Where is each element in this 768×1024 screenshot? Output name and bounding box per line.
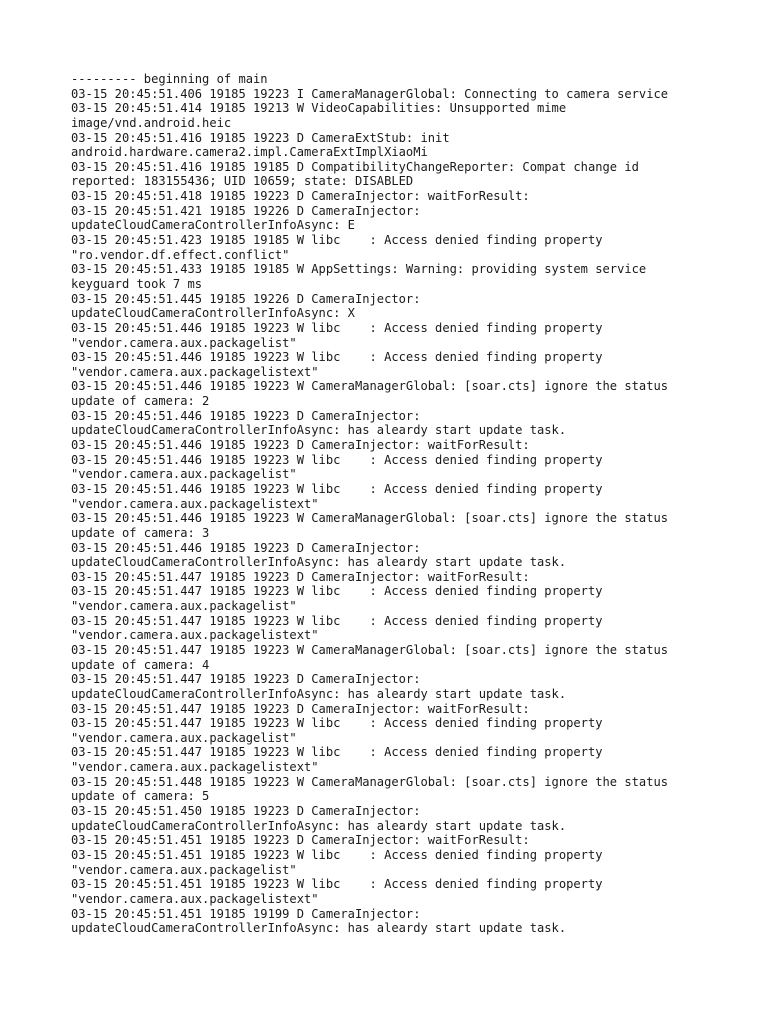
log-line: updateCloudCameraControllerInfoAsync: has aleardy start update task. <box>71 686 567 701</box>
log-line: 03-15 20:45:51.451 19185 19199 D CameraInjector: <box>71 906 421 921</box>
log-line: "vendor.camera.aux.packagelist" <box>71 730 297 745</box>
log-line: 03-15 20:45:51.447 19185 19223 W CameraManagerGlobal: [soar.cts] ignore the status <box>71 642 669 657</box>
log-line: "vendor.camera.aux.packagelistext" <box>71 760 319 775</box>
log-line: 03-15 20:45:51.446 19185 19223 D CameraInjector: <box>71 540 421 555</box>
log-line: "vendor.camera.aux.packagelistext" <box>71 496 319 511</box>
log-line: 03-15 20:45:51.446 19185 19223 W libc : Access denied finding property <box>71 350 603 365</box>
log-line: update of camera: 5 <box>71 789 210 804</box>
log-line: 03-15 20:45:51.433 19185 19185 W AppSettings: Warning: providing system service <box>71 262 647 277</box>
log-line: 03-15 20:45:51.447 19185 19223 W libc : Access denied finding property <box>71 745 603 760</box>
log-line: update of camera: 3 <box>71 525 210 540</box>
log-line: updateCloudCameraControllerInfoAsync: has aleardy start update task. <box>71 423 567 438</box>
log-line: image/vnd.android.heic <box>71 115 232 130</box>
log-line: 03-15 20:45:51.416 19185 19223 D CameraExtStub: init <box>71 130 450 145</box>
log-line: "vendor.camera.aux.packagelist" <box>71 599 297 614</box>
log-line: "vendor.camera.aux.packagelist" <box>71 862 297 877</box>
log-line: 03-15 20:45:51.448 19185 19223 W CameraManagerGlobal: [soar.cts] ignore the status <box>71 774 669 789</box>
log-line: 03-15 20:45:51.406 19185 19223 I CameraManagerGlobal: Connecting to camera service <box>71 86 669 101</box>
log-line: 03-15 20:45:51.450 19185 19223 D CameraInjector: <box>71 804 421 819</box>
log-line: updateCloudCameraControllerInfoAsync: E <box>71 218 355 233</box>
log-line: 03-15 20:45:51.447 19185 19223 D CameraInjector: <box>71 672 421 687</box>
log-line: 03-15 20:45:51.447 19185 19223 D CameraInjector: waitForResult: <box>71 569 530 584</box>
log-line: "vendor.camera.aux.packagelistext" <box>71 628 319 643</box>
log-line: "vendor.camera.aux.packagelistext" <box>71 364 319 379</box>
log-line: updateCloudCameraControllerInfoAsync: X <box>71 306 355 321</box>
log-line: "vendor.camera.aux.packagelist" <box>71 335 297 350</box>
log-line: 03-15 20:45:51.446 19185 19223 W CameraManagerGlobal: [soar.cts] ignore the status <box>71 511 669 526</box>
log-line: 03-15 20:45:51.423 19185 19185 W libc : Access denied finding property <box>71 233 603 248</box>
log-line: 03-15 20:45:51.447 19185 19223 W libc : Access denied finding property <box>71 613 603 628</box>
log-line: 03-15 20:45:51.414 19185 19213 W VideoCapabilities: Unsupported mime <box>71 101 567 116</box>
log-line: 03-15 20:45:51.446 19185 19223 D CameraInjector: <box>71 408 421 423</box>
log-line: "ro.vendor.df.effect.conflict" <box>71 247 290 262</box>
log-line: update of camera: 2 <box>71 394 210 409</box>
log-line: 03-15 20:45:51.451 19185 19223 W libc : Access denied finding property <box>71 877 603 892</box>
log-line: 03-15 20:45:51.451 19185 19223 D CameraInjector: waitForResult: <box>71 833 530 848</box>
log-line: 03-15 20:45:51.446 19185 19223 W libc : Access denied finding property <box>71 481 603 496</box>
log-line: 03-15 20:45:51.446 19185 19223 W libc : Access denied finding property <box>71 452 603 467</box>
log-line: 03-15 20:45:51.447 19185 19223 W libc : Access denied finding property <box>71 584 603 599</box>
log-line: updateCloudCameraControllerInfoAsync: has aleardy start update task. <box>71 818 567 833</box>
log-line: 03-15 20:45:51.446 19185 19223 W CameraManagerGlobal: [soar.cts] ignore the status <box>71 379 669 394</box>
log-line: 03-15 20:45:51.418 19185 19223 D CameraInjector: waitForResult: <box>71 189 530 204</box>
log-line: 03-15 20:45:51.447 19185 19223 D CameraInjector: waitForResult: <box>71 701 530 716</box>
log-line: 03-15 20:45:51.445 19185 19226 D CameraInjector: <box>71 291 421 306</box>
log-line: updateCloudCameraControllerInfoAsync: has aleardy start update task. <box>71 921 567 936</box>
log-line: updateCloudCameraControllerInfoAsync: has aleardy start update task. <box>71 555 567 570</box>
log-line: --------- beginning of main <box>71 72 268 86</box>
log-line: 03-15 20:45:51.447 19185 19223 W libc : Access denied finding property <box>71 716 603 731</box>
log-line: 03-15 20:45:51.416 19185 19185 D CompatibilityChangeReporter: Compat change id <box>71 159 639 174</box>
log-line: "vendor.camera.aux.packagelistext" <box>71 891 319 906</box>
log-line: android.hardware.camera2.impl.CameraExtImplXiaoMi <box>71 145 428 160</box>
log-line: 03-15 20:45:51.446 19185 19223 D CameraInjector: waitForResult: <box>71 438 530 453</box>
log-line: reported: 183155436; UID 10659; state: DISABLED <box>71 174 414 189</box>
log-line: 03-15 20:45:51.421 19185 19226 D CameraInjector: <box>71 203 421 218</box>
log-line: 03-15 20:45:51.446 19185 19223 W libc : Access denied finding property <box>71 320 603 335</box>
log-line: "vendor.camera.aux.packagelist" <box>71 467 297 482</box>
log-line: keyguard took 7 ms <box>71 276 203 291</box>
log-line: 03-15 20:45:51.451 19185 19223 W libc : Access denied finding property <box>71 847 603 862</box>
logcat-output <box>71 72 751 936</box>
log-line: update of camera: 4 <box>71 657 210 672</box>
